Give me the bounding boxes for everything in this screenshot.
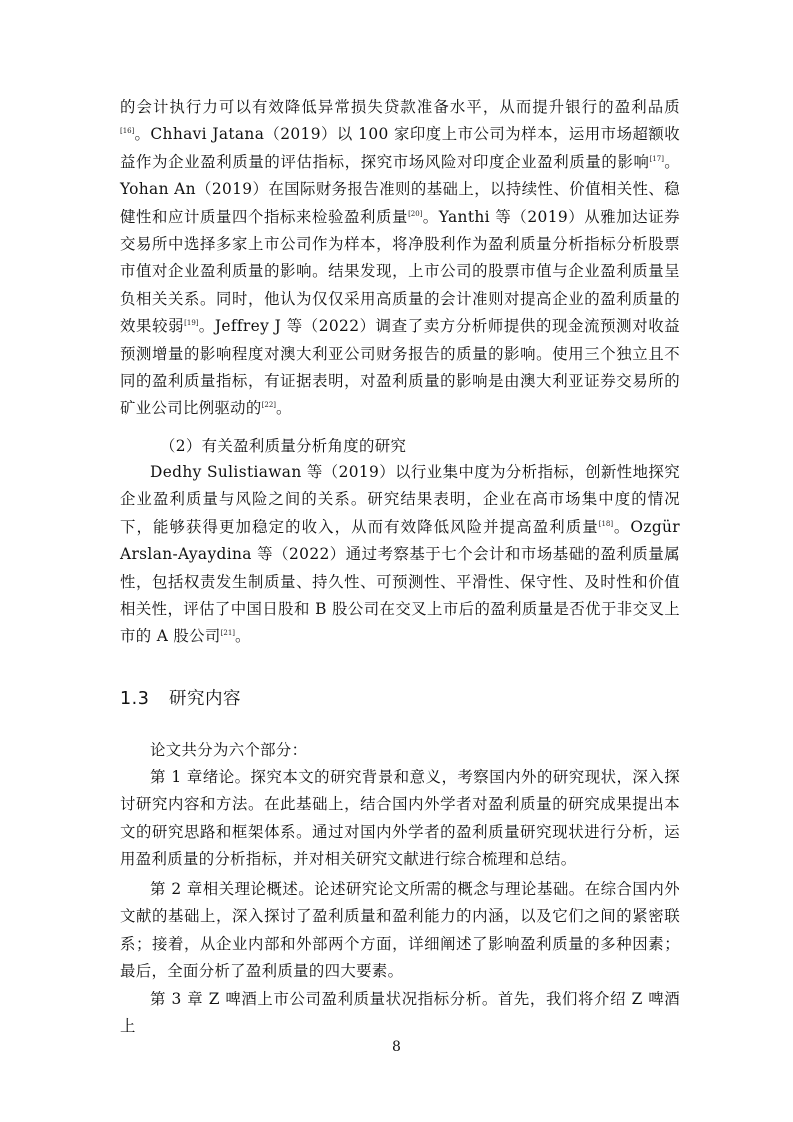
section-number: 1.3 <box>120 689 150 709</box>
para1-text-a: 的会计执行力可以有效降低异常损失贷款准备水平，从而提升银行的盈利品质 <box>120 98 680 116</box>
literature-paragraph-earnings-indicators <box>120 94 680 423</box>
para1-text-c: 。Yohan An（2019）在国际财务报告准则的基础上，以持续性、价值相关性、稳健性和应计质量四个指标来检验盈利质量 <box>120 152 680 226</box>
citation-ref: [20] <box>408 209 423 218</box>
intro-line: 论文共分为六个部分： <box>150 741 308 759</box>
para1-text-e: 。Jeffrey J 等（2022）调查了卖方分析师提供的现金流预测对收益预测增量的影响程度对澳大利亚公司财务报告的质量的影响。使用三个独立且不同的盈利质量指标，有证据表明，对盈利质量的影响是由澳大利亚证券交易所的矿业公司比例驱动的 <box>120 317 680 418</box>
citation-ref: [16] <box>120 127 135 136</box>
citation-ref: [19] <box>184 319 199 328</box>
citation-ref: [21] <box>220 629 236 638</box>
para2-text-b: 。Ozgür Arslan-Ayaydina 等（2022）通过考察基于七个会计和市场基础的盈利质量属性，包括权责发生制质量、持久性、可预测性、平滑性、保守性、及时性和价值相关性，评估了中国日股和 B 股公司在交叉上市后的盈利质量是否优于非交叉上市的 A 股公司 <box>120 517 680 646</box>
citation-ref: [18] <box>598 519 614 528</box>
chapter-2-summary: 第 2 章相关理论概述。论述研究论文所需的概念与理论基础。在综合国内外文献的基础上，深入探讨了盈利质量和盈利能力的内涵，以及它们之间的紧密联系；接着，从企业内部和外部两个方面，详细阐述了影响盈利质量的多种因素；最后，全面分析了盈利质量的四大要素。 <box>120 880 680 981</box>
para1-text-f: 。 <box>276 399 292 418</box>
subheading: （2）有关盈利质量分析角度的研究 <box>160 437 407 455</box>
page-number: 8 <box>392 1039 401 1055</box>
para2-text-a: Dedhy Sulistiawan 等（2019）以行业集中度为分析指标，创新性地探究企业盈利质量与风险之间的关系。研究结果表明，企业在高市场集中度的情况下，能够获得更加稳定的收入，从而有效降低风险并提高盈利质量 <box>120 463 680 536</box>
para2-text-c: 。 <box>235 627 251 646</box>
citation-ref: [17] <box>649 154 664 163</box>
chapter-1-summary: 第 1 章绪论。探究本文的研究背景和意义，考察国内外的研究现状，深入探讨研究内容和方法。在此基础上，结合国内外学者对盈利质量的研究成果提出本文的研究思路和框架体系。通过对国内外学者的盈利质量研究现状进行分析，运用盈利质量的分析指标，并对相关研究文献进行综合梳理和总结。 <box>120 768 680 869</box>
citation-ref: [22] <box>261 401 277 410</box>
chapter-3-summary: 第 3 章 Z 啤酒上市公司盈利质量状况指标分析。首先，我们将介绍 Z 啤酒上 <box>120 990 680 1036</box>
section-heading <box>120 686 241 712</box>
section-title: 研究内容 <box>169 689 241 709</box>
para1-text-b: 。Chhavi Jatana（2019）以 100 家印度上市公司为样本，运用市场超额收益作为企业盈利质量的评估指标，探究市场风险对印度企业盈利质量的影响 <box>120 125 680 171</box>
literature-paragraph-analysis-angle <box>120 459 680 651</box>
para1-text-d: 。Yanthi 等（2019）从雅加达证券交易所中选择多家上市公司作为样本，将净股利作为盈利质量分析指标分析股票市值对企业盈利质量的影响。结果发现，上市公司的股票市值与企业盈利质量呈负相关关系。同时，他认为仅仅采用高质量的会计准则对提高企业的盈利质量的效果较弱 <box>120 207 680 336</box>
